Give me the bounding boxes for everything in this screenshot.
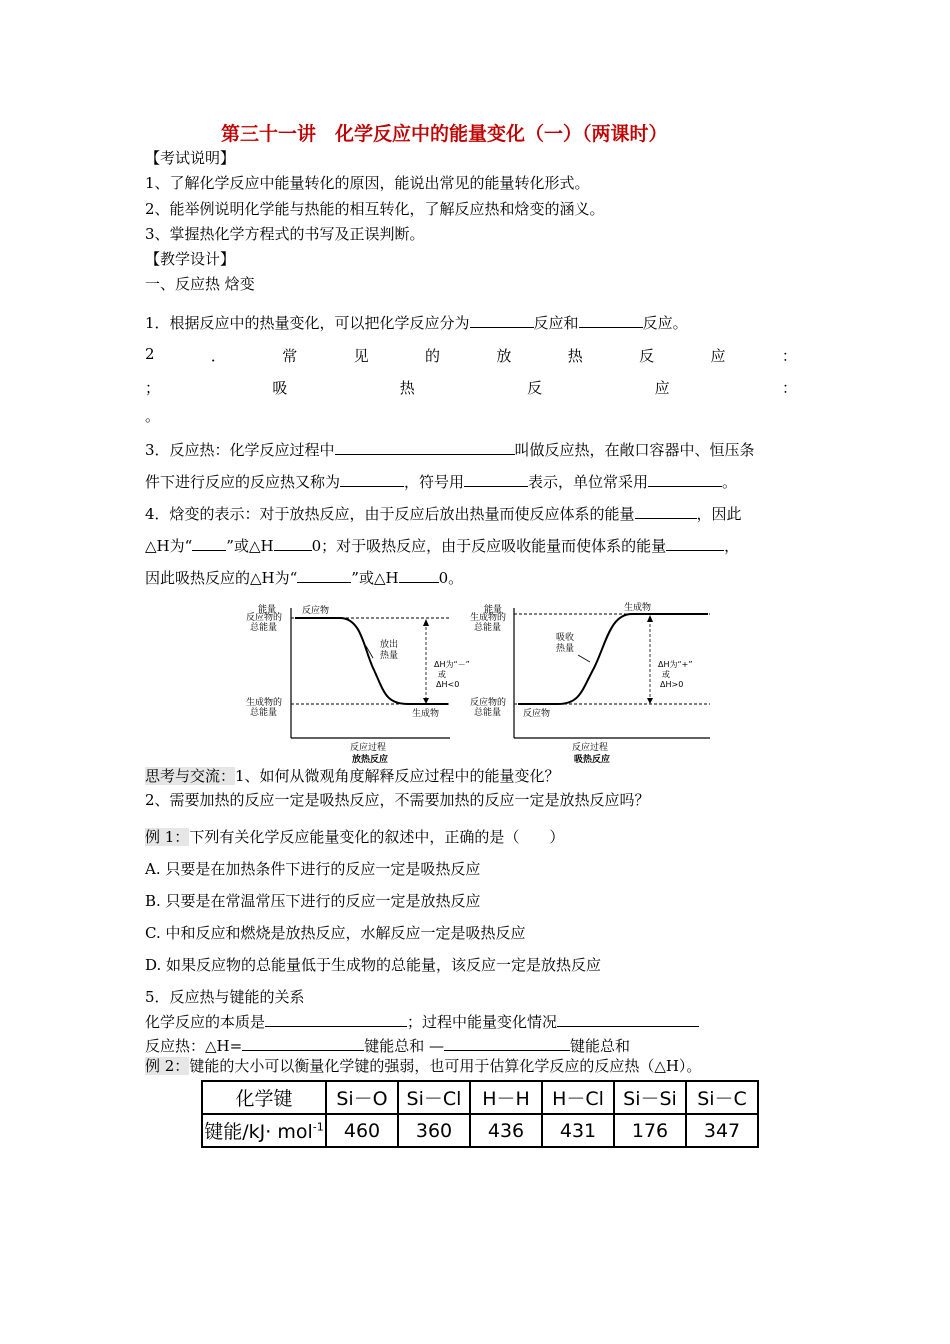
- blank[interactable]: [666, 536, 724, 551]
- energy-cell: 431: [542, 1114, 614, 1147]
- arrow-head: [647, 698, 653, 704]
- x-axis-label: 反应过程: [572, 743, 609, 753]
- exam-item-2: 2、能举例说明化学能与热能的相互转化，了解反应热和焓变的涵义。: [145, 200, 605, 218]
- delta-h-label: ΔH<0: [436, 680, 460, 689]
- header-cell: 化学键: [202, 1081, 326, 1114]
- bond-energy-table: [201, 1080, 759, 1148]
- blank[interactable]: [335, 440, 515, 455]
- bond-cell: Si－Si: [614, 1081, 686, 1114]
- delta-h-label: ΔH>0: [660, 680, 684, 689]
- energy-cell: 347: [686, 1114, 758, 1147]
- diagram-caption: 吸热反应: [574, 755, 611, 765]
- blank[interactable]: [635, 504, 697, 519]
- option-a: A. 只要是在加热条件下进行的反应一定是吸热反应: [145, 860, 481, 878]
- low-level-label: 总能量: [474, 708, 502, 718]
- blank[interactable]: [557, 1012, 699, 1027]
- blank[interactable]: [274, 536, 312, 551]
- bond-cell: H－H: [470, 1081, 542, 1114]
- question-5-heading: 5．反应热与键能的关系: [145, 988, 305, 1006]
- y-axis-label: 能量: [484, 605, 503, 615]
- low-level-label: 总能量: [250, 708, 278, 718]
- low-level-label: 反应物的: [470, 698, 507, 708]
- energy-curve: [295, 618, 448, 704]
- think-label: 思考与交流：: [145, 767, 236, 785]
- high-level-label: 总能量: [474, 623, 502, 633]
- endothermic-diagram: [470, 601, 710, 765]
- delta-h-label: 或: [438, 670, 446, 679]
- question-5-line-1: 化学反应的本质是 ；过程中能量变化情况: [145, 1012, 699, 1030]
- heat-label: 热量: [380, 651, 399, 661]
- question-2-line-2: ； 吸 热 反 应 ：: [145, 379, 797, 397]
- end-label: 生成物: [624, 603, 652, 613]
- blank[interactable]: [340, 472, 404, 487]
- low-level-label: 生成物的: [246, 698, 283, 708]
- exothermic-diagram: [246, 603, 470, 765]
- pointer-line: [578, 655, 590, 662]
- arrow-head: [423, 619, 429, 626]
- option-b: B. 只要是在常温常压下进行的反应一定是放热反应: [145, 892, 481, 910]
- blank[interactable]: [399, 568, 439, 583]
- blank[interactable]: [464, 472, 528, 487]
- energy-diagrams: [240, 600, 720, 768]
- start-label: 反应物: [523, 709, 551, 719]
- high-level-label: 反应物的: [246, 613, 283, 623]
- heat-label: 热量: [556, 644, 575, 654]
- table-row: [202, 1081, 758, 1114]
- blank[interactable]: [470, 313, 534, 328]
- bond-cell: H－Cl: [542, 1081, 614, 1114]
- example-label: 例 2：: [145, 1057, 190, 1075]
- blank[interactable]: [297, 568, 351, 583]
- diagram-caption: 放热反应: [352, 755, 389, 765]
- design-heading: 【教学设计】: [145, 250, 236, 268]
- question-4-line-2: △H为“ ”或△H 0；对于吸热反应，由于反应吸收能量而使体系的能量 ，: [145, 537, 740, 555]
- blank[interactable]: [648, 472, 722, 487]
- y-axis-label: 能量: [258, 605, 277, 615]
- example-label: 例 1：: [145, 828, 190, 846]
- example-2: 例 2：键能的大小可以衡量化学键的强弱，也可用于估算化学反应的反应热（△H）。: [145, 1057, 702, 1075]
- energy-cell: 360: [398, 1114, 470, 1147]
- delta-h-label: ΔH为“+”: [658, 660, 693, 669]
- question-2-line-1: 2 ． 常 见 的 放 热 反 应 ：: [145, 345, 797, 365]
- exam-heading: 【考试说明】: [145, 149, 236, 167]
- bond-cell: Si－O: [326, 1081, 398, 1114]
- page-title: 第三十一讲 化学反应中的能量变化（一）（两课时）: [221, 123, 668, 145]
- delta-h-label: 或: [662, 670, 670, 679]
- question-1: 1．根据反应中的热量变化，可以把化学反应分为 反应和 反应。: [145, 314, 688, 332]
- blank[interactable]: [242, 1036, 364, 1051]
- section-heading-1: 一、反应热 焓变: [145, 275, 255, 293]
- example-1-stem: 例 1：下列有关化学反应能量变化的叙述中，正确的是（ ）: [145, 828, 565, 846]
- delta-h-label: ΔH为“－”: [434, 660, 470, 669]
- energy-curve: [518, 614, 708, 704]
- heat-label: 吸收: [556, 633, 575, 643]
- heat-label: 放出: [380, 640, 399, 650]
- energy-cell: 460: [326, 1114, 398, 1147]
- question-2-line-3: 。: [145, 407, 161, 425]
- blank[interactable]: [444, 1036, 570, 1051]
- bond-cell: Si－Cl: [398, 1081, 470, 1114]
- think-line-2: 2、需要加热的反应一定是吸热反应，不需要加热的反应一定是放热反应吗？: [145, 791, 650, 809]
- x-axis-label: 反应过程: [350, 743, 387, 753]
- high-level-label: 生成物的: [470, 613, 507, 623]
- question-3-line-2: 件下进行反应的反应热又称为 ，符号用 表示，单位常采用 。: [145, 473, 738, 491]
- end-label: 生成物: [412, 709, 440, 719]
- table-row: [202, 1114, 758, 1147]
- question-4-line-1: 4．焓变的表示：对于放热反应，由于反应后放出热量而使反应体系的能量 ，因此: [145, 505, 742, 523]
- option-d: D. 如果反应物的总能量低于生成物的总能量，该反应一定是放热反应: [145, 956, 602, 974]
- high-level-label: 总能量: [250, 623, 278, 633]
- exam-item-3: 3、掌握热化学方程式的书写及正误判断。: [145, 225, 425, 243]
- question-5-line-2: 反应热：△H= 键能总和 — 键能总和: [145, 1037, 630, 1055]
- blank[interactable]: [265, 1012, 407, 1027]
- arrow-head: [647, 615, 653, 622]
- header-cell: 键能/kJ· mol$^{-1}$: [202, 1114, 326, 1147]
- question-4-line-3: 因此吸热反应的△H为“ ”或△H 0。: [145, 569, 464, 587]
- blank[interactable]: [579, 313, 643, 328]
- think-line-1: 思考与交流：1、如何从微观角度解释反应过程中的能量变化？: [145, 767, 560, 785]
- start-label: 反应物: [302, 606, 330, 616]
- question-3-line-1: 3．反应热：化学反应过程中 叫做反应热，在敞口容器中、恒压条: [145, 441, 755, 459]
- option-c: C. 中和反应和燃烧是放热反应，水解反应一定是吸热反应: [145, 924, 526, 942]
- energy-cell: 436: [470, 1114, 542, 1147]
- blank[interactable]: [192, 536, 226, 551]
- energy-cell: 176: [614, 1114, 686, 1147]
- bond-cell: Si－C: [686, 1081, 758, 1114]
- exam-item-1: 1、了解化学反应中能量转化的原因，能说出常见的能量转化形式。: [145, 174, 590, 192]
